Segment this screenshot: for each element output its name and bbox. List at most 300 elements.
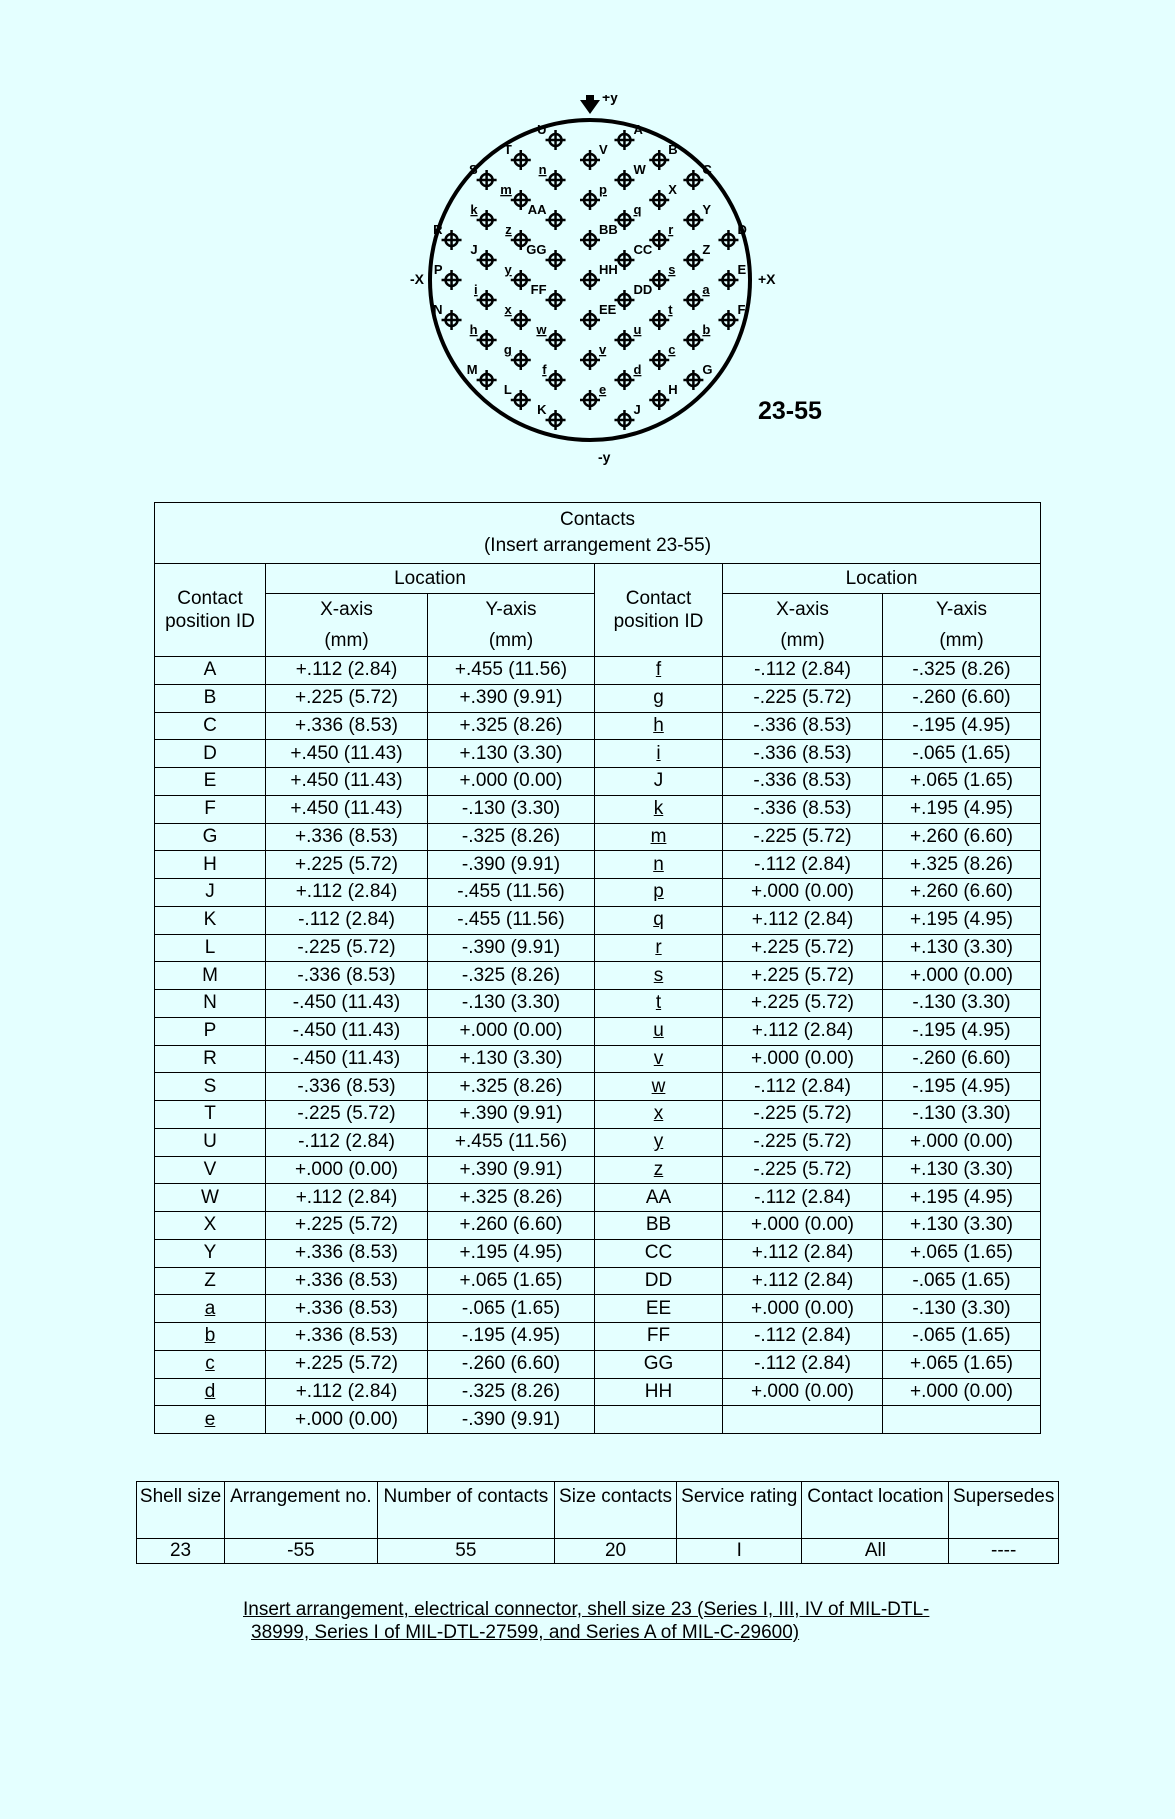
x-location-cell: +.000 (0.00) bbox=[723, 1378, 883, 1406]
contact-label: B bbox=[668, 142, 678, 157]
y-location-cell: +.455 (11.56) bbox=[428, 1128, 595, 1156]
x-location-cell: +.225 (5.72) bbox=[723, 934, 883, 962]
contact-id-cell: y bbox=[595, 1128, 723, 1156]
contact-g bbox=[504, 342, 531, 370]
contact-V bbox=[580, 142, 608, 170]
contact-id-cell: U bbox=[155, 1128, 266, 1156]
contact-p bbox=[580, 182, 607, 210]
summary-value-row bbox=[137, 1539, 1059, 1564]
contact-label: BB bbox=[599, 222, 618, 237]
table-row bbox=[155, 1017, 1041, 1045]
summary-header-cell: Size contacts bbox=[555, 1482, 677, 1539]
arrangement-label: 23-55 bbox=[758, 397, 822, 425]
contact-FF bbox=[531, 282, 566, 310]
y-location-cell: +.390 (9.91) bbox=[428, 1101, 595, 1129]
contact-id-cell: u bbox=[595, 1017, 723, 1045]
summary-header-cell: Shell size bbox=[137, 1482, 225, 1539]
x-location-cell: +.112 (2.84) bbox=[723, 1017, 883, 1045]
y-location-cell: -.195 (4.95) bbox=[883, 1073, 1041, 1101]
y-location-cell: +.325 (8.26) bbox=[428, 1184, 595, 1212]
contact-label: V bbox=[599, 142, 608, 157]
contact-i bbox=[474, 282, 497, 310]
summary-header-row bbox=[137, 1482, 1059, 1539]
contact-id-cell: M bbox=[155, 962, 266, 990]
contact-label: s bbox=[668, 262, 676, 277]
summary-header-cell: Supersedes bbox=[949, 1482, 1059, 1539]
y-location-cell: -.260 (6.60) bbox=[428, 1350, 595, 1378]
y-location-cell: +.260 (6.60) bbox=[428, 1212, 595, 1240]
y-location-cell: +.000 (0.00) bbox=[428, 768, 595, 796]
contact-label: q bbox=[633, 202, 642, 217]
x-location-cell: +.112 (2.84) bbox=[266, 657, 428, 685]
contact-id-cell: K bbox=[155, 906, 266, 934]
contact-label: M bbox=[466, 362, 478, 377]
table-row bbox=[155, 934, 1041, 962]
y-location-cell: +.065 (1.65) bbox=[883, 1239, 1041, 1267]
contact-r bbox=[649, 222, 673, 250]
x-location-cell: -.225 (5.72) bbox=[723, 1101, 883, 1129]
contact-id-cell: P bbox=[155, 1017, 266, 1045]
x-location-cell: -.336 (8.53) bbox=[266, 962, 428, 990]
contact-id-cell: C bbox=[155, 712, 266, 740]
table-row bbox=[155, 962, 1041, 990]
y-location-cell: -.130 (3.30) bbox=[883, 990, 1041, 1018]
contact-id-cell: BB bbox=[595, 1212, 723, 1240]
contact-Y bbox=[683, 202, 711, 230]
contact-L bbox=[504, 382, 531, 410]
x-location-cell: +.112 (2.84) bbox=[266, 1184, 428, 1212]
x-location-cell: +.225 (5.72) bbox=[266, 684, 428, 712]
contact-id-cell: p bbox=[595, 879, 723, 907]
axis-label-minus-x: -X bbox=[410, 271, 424, 287]
contact-n bbox=[539, 162, 566, 190]
table-row bbox=[155, 990, 1041, 1018]
y-location-cell: +.195 (4.95) bbox=[428, 1239, 595, 1267]
summary-value-cell: I bbox=[677, 1539, 802, 1564]
header-contact-id-right: Contact position ID bbox=[595, 564, 723, 657]
contact-BB bbox=[580, 222, 618, 250]
summary-value-cell: 20 bbox=[555, 1539, 677, 1564]
y-location-cell: -.325 (8.26) bbox=[428, 1378, 595, 1406]
y-location-cell: +.130 (3.30) bbox=[883, 1156, 1041, 1184]
y-location-cell: +.065 (1.65) bbox=[428, 1267, 595, 1295]
y-location-cell: -.065 (1.65) bbox=[883, 1323, 1041, 1351]
contact-id-cell: n bbox=[595, 851, 723, 879]
contact-id-cell: g bbox=[595, 684, 723, 712]
y-location-cell: +.325 (8.26) bbox=[428, 1073, 595, 1101]
contact-x bbox=[505, 302, 531, 330]
contact-id-cell: r bbox=[595, 934, 723, 962]
summary-header-cell: Arrangement no. bbox=[225, 1482, 378, 1539]
table-row bbox=[155, 1295, 1041, 1323]
x-location-cell: -.336 (8.53) bbox=[723, 740, 883, 768]
contact-T bbox=[504, 142, 531, 170]
contact-id-cell: Z bbox=[155, 1267, 266, 1295]
contact-H bbox=[649, 382, 677, 410]
contact-label: a bbox=[702, 282, 710, 297]
contact-id-cell: J bbox=[595, 768, 723, 796]
contact-label: FF bbox=[530, 282, 547, 297]
table-row bbox=[155, 657, 1041, 685]
contact-id-cell: A bbox=[155, 657, 266, 685]
table-row bbox=[155, 795, 1041, 823]
contact-label: y bbox=[504, 262, 512, 277]
x-location-cell: +.336 (8.53) bbox=[266, 1323, 428, 1351]
y-location-cell: +.130 (3.30) bbox=[883, 934, 1041, 962]
contact-label: z bbox=[505, 222, 512, 237]
x-location-cell: +.112 (2.84) bbox=[723, 906, 883, 934]
table-row bbox=[155, 1378, 1041, 1406]
contact-id-cell: J bbox=[155, 879, 266, 907]
y-location-cell: +.000 (0.00) bbox=[883, 1378, 1041, 1406]
contact-t bbox=[649, 302, 673, 330]
header-unit: (mm) bbox=[723, 625, 883, 657]
contact-id-cell: D bbox=[155, 740, 266, 768]
contact-K bbox=[537, 402, 565, 430]
header-unit: (mm) bbox=[428, 625, 595, 657]
contact-label: G bbox=[702, 362, 713, 377]
table-row bbox=[155, 1101, 1041, 1129]
x-location-cell: +.112 (2.84) bbox=[723, 1239, 883, 1267]
y-location-cell: +.130 (3.30) bbox=[428, 1045, 595, 1073]
y-location-cell: +.390 (9.91) bbox=[428, 1156, 595, 1184]
table-row bbox=[155, 740, 1041, 768]
contact-w bbox=[535, 322, 565, 350]
header-unit: (mm) bbox=[883, 625, 1041, 657]
y-location-cell: +.195 (4.95) bbox=[883, 795, 1041, 823]
contact-id-cell: B bbox=[155, 684, 266, 712]
table-row bbox=[155, 1184, 1041, 1212]
contact-label: D bbox=[737, 222, 747, 237]
contact-label: R bbox=[433, 222, 443, 237]
y-location-cell: -.325 (8.26) bbox=[883, 657, 1041, 685]
contact-label: d bbox=[633, 362, 642, 377]
contact-AA bbox=[528, 202, 566, 230]
contact-label: x bbox=[504, 302, 512, 317]
contact-label: u bbox=[633, 322, 642, 337]
x-location-cell: +.000 (0.00) bbox=[266, 1406, 428, 1434]
x-location-cell: +.336 (8.53) bbox=[266, 712, 428, 740]
contact-id-cell: AA bbox=[595, 1184, 723, 1212]
contact-id-cell: a bbox=[155, 1295, 266, 1323]
contact-id-cell: q bbox=[595, 906, 723, 934]
table-row bbox=[155, 712, 1041, 740]
summary-header-cell: Number of contacts bbox=[377, 1482, 554, 1539]
x-location-cell: -.112 (2.84) bbox=[723, 657, 883, 685]
x-location-cell: -.450 (11.43) bbox=[266, 1045, 428, 1073]
contact-id-cell: H bbox=[155, 851, 266, 879]
y-location-cell: +.000 (0.00) bbox=[883, 962, 1041, 990]
contact-label: A bbox=[633, 122, 643, 137]
figure-caption bbox=[243, 1598, 963, 1644]
y-location-cell: -.065 (1.65) bbox=[883, 740, 1041, 768]
table-row bbox=[155, 1267, 1041, 1295]
contact-label: Y bbox=[702, 202, 712, 217]
table-row bbox=[155, 1239, 1041, 1267]
table-row bbox=[155, 768, 1041, 796]
contact-id-cell: L bbox=[155, 934, 266, 962]
contact-J bbox=[614, 402, 640, 430]
x-location-cell: +.225 (5.72) bbox=[266, 851, 428, 879]
contacts-table-title bbox=[155, 503, 1041, 564]
contact-label: m bbox=[500, 182, 512, 197]
summary-value-cell: All bbox=[802, 1539, 949, 1564]
header-location-right: Location bbox=[723, 564, 1041, 594]
contact-id-cell: T bbox=[155, 1101, 266, 1129]
contact-DD bbox=[614, 282, 652, 310]
table-row bbox=[155, 1128, 1041, 1156]
contacts-table bbox=[154, 502, 1041, 1434]
contact-label: w bbox=[536, 322, 547, 337]
contact-label: J bbox=[470, 242, 478, 257]
x-location-cell: -.225 (5.72) bbox=[723, 1156, 883, 1184]
contact-R bbox=[433, 222, 461, 250]
header-x-axis-right: X-axis bbox=[723, 594, 883, 626]
summary-value-cell: 55 bbox=[377, 1539, 554, 1564]
contact-label: f bbox=[542, 362, 547, 377]
x-location-cell: -.450 (11.43) bbox=[266, 990, 428, 1018]
contact-C bbox=[683, 162, 712, 190]
contact-id-cell: h bbox=[595, 712, 723, 740]
contact-label: L bbox=[503, 382, 512, 397]
y-location-cell: -.455 (11.56) bbox=[428, 879, 595, 907]
contact-id-cell: z bbox=[595, 1156, 723, 1184]
y-location-cell: -.260 (6.60) bbox=[883, 684, 1041, 712]
contact-a bbox=[683, 282, 710, 310]
contact-label: Z bbox=[702, 242, 711, 257]
table-row bbox=[155, 1156, 1041, 1184]
header-y-axis-left: Y-axis bbox=[428, 594, 595, 626]
x-location-cell: +.336 (8.53) bbox=[266, 1295, 428, 1323]
caption-line-2: 38999, Series I of MIL-DTL-27599, and Series A of MIL-C-29600) bbox=[251, 1622, 800, 1643]
x-location-cell: -.112 (2.84) bbox=[723, 1350, 883, 1378]
contact-id-cell: R bbox=[155, 1045, 266, 1073]
caption-line-1: Insert arrangement, electrical connector, shell size 23 (Series I, III, IV of MIL-DTL- bbox=[243, 1599, 930, 1620]
y-location-cell: -.195 (4.95) bbox=[883, 1017, 1041, 1045]
y-location-cell: +.130 (3.30) bbox=[428, 740, 595, 768]
y-location-cell: -.195 (4.95) bbox=[428, 1323, 595, 1351]
table-row bbox=[155, 1406, 1041, 1434]
x-location-cell: -.225 (5.72) bbox=[723, 684, 883, 712]
contact-k bbox=[470, 202, 496, 230]
contacts-table-body bbox=[155, 657, 1041, 1434]
contact-id-cell: X bbox=[155, 1212, 266, 1240]
contact-label: T bbox=[503, 142, 512, 157]
contact-S bbox=[469, 162, 497, 190]
x-location-cell: -.336 (8.53) bbox=[723, 712, 883, 740]
table-row bbox=[155, 1073, 1041, 1101]
contact-EE bbox=[580, 302, 617, 330]
contact-e bbox=[580, 382, 606, 410]
contact-id-cell: DD bbox=[595, 1267, 723, 1295]
contact-label: AA bbox=[527, 202, 547, 217]
contact-id-cell: V bbox=[155, 1156, 266, 1184]
contact-label: CC bbox=[633, 242, 653, 257]
y-location-cell: +.195 (4.95) bbox=[883, 906, 1041, 934]
x-location-cell: +.000 (0.00) bbox=[723, 1045, 883, 1073]
x-location-cell: -.112 (2.84) bbox=[266, 906, 428, 934]
x-location-cell: -.112 (2.84) bbox=[723, 851, 883, 879]
contact-label: N bbox=[433, 302, 443, 317]
contact-J bbox=[470, 242, 496, 270]
contact-v bbox=[580, 342, 607, 370]
contact-label: g bbox=[503, 342, 512, 357]
y-location-cell: -.065 (1.65) bbox=[428, 1295, 595, 1323]
contact-id-cell: t bbox=[595, 990, 723, 1018]
x-location-cell: +.225 (5.72) bbox=[723, 962, 883, 990]
x-location-cell: +.225 (5.72) bbox=[723, 990, 883, 1018]
y-location-cell: +.000 (0.00) bbox=[428, 1017, 595, 1045]
contact-label: E bbox=[737, 262, 747, 277]
contact-id-cell: E bbox=[155, 768, 266, 796]
x-location-cell bbox=[723, 1406, 883, 1434]
axis-label-plus-y: +y bbox=[602, 95, 618, 105]
contact-P bbox=[434, 262, 462, 290]
contact-h bbox=[470, 322, 497, 350]
y-location-cell: -.325 (8.26) bbox=[428, 962, 595, 990]
key-arrow-icon bbox=[580, 100, 600, 114]
x-location-cell: +.225 (5.72) bbox=[266, 1212, 428, 1240]
contact-CC bbox=[614, 242, 652, 270]
table-title: Contacts bbox=[560, 509, 635, 530]
contact-label: F bbox=[737, 302, 746, 317]
contact-id-cell: GG bbox=[595, 1350, 723, 1378]
contact-b bbox=[683, 322, 710, 350]
y-location-cell: +.325 (8.26) bbox=[428, 712, 595, 740]
contact-id-cell: Y bbox=[155, 1239, 266, 1267]
contact-label: i bbox=[473, 282, 478, 297]
y-location-cell: -.390 (9.91) bbox=[428, 851, 595, 879]
y-location-cell: -.195 (4.95) bbox=[883, 712, 1041, 740]
contact-id-cell: m bbox=[595, 823, 723, 851]
y-location-cell: +.260 (6.60) bbox=[883, 879, 1041, 907]
x-location-cell: +.450 (11.43) bbox=[266, 740, 428, 768]
contact-label: S bbox=[468, 162, 478, 177]
contact-d bbox=[614, 362, 641, 390]
contact-u bbox=[614, 322, 641, 350]
contact-label: C bbox=[702, 162, 712, 177]
y-location-cell: +.455 (11.56) bbox=[428, 657, 595, 685]
header-unit: (mm) bbox=[266, 625, 428, 657]
summary-value-cell: -55 bbox=[225, 1539, 378, 1564]
table-row bbox=[155, 1350, 1041, 1378]
y-location-cell: +.065 (1.65) bbox=[883, 1350, 1041, 1378]
contact-q bbox=[614, 202, 641, 230]
table-row bbox=[155, 1212, 1041, 1240]
summary-value-cell: 23 bbox=[137, 1539, 225, 1564]
contact-label: c bbox=[668, 342, 676, 357]
contact-id-cell: FF bbox=[595, 1323, 723, 1351]
x-location-cell: +.336 (8.53) bbox=[266, 1239, 428, 1267]
contact-id-cell: w bbox=[595, 1073, 723, 1101]
contact-id-cell: CC bbox=[595, 1239, 723, 1267]
contact-label: b bbox=[702, 322, 711, 337]
contact-id-cell: W bbox=[155, 1184, 266, 1212]
contact-label: h bbox=[469, 322, 478, 337]
table-row bbox=[155, 1045, 1041, 1073]
table-row bbox=[155, 823, 1041, 851]
contact-label: DD bbox=[633, 282, 653, 297]
contact-id-cell: S bbox=[155, 1073, 266, 1101]
contact-label: r bbox=[668, 222, 674, 237]
contact-label: J bbox=[633, 402, 641, 417]
y-location-cell: -.390 (9.91) bbox=[428, 934, 595, 962]
summary-header-cell: Contact location bbox=[802, 1482, 949, 1539]
header-y-axis-right: Y-axis bbox=[883, 594, 1041, 626]
contact-f bbox=[542, 362, 565, 390]
contact-label: X bbox=[668, 182, 677, 197]
y-location-cell: -.130 (3.30) bbox=[883, 1101, 1041, 1129]
x-location-cell: -.225 (5.72) bbox=[723, 823, 883, 851]
contact-E bbox=[718, 262, 746, 290]
axis-label-minus-y: -y bbox=[598, 449, 611, 465]
x-location-cell: -.225 (5.72) bbox=[723, 1128, 883, 1156]
contact-id-cell: i bbox=[595, 740, 723, 768]
contact-label: U bbox=[537, 122, 547, 137]
table-subtitle: (Insert arrangement 23-55) bbox=[483, 535, 712, 556]
contact-id-cell: k bbox=[595, 795, 723, 823]
y-location-cell: +.065 (1.65) bbox=[883, 768, 1041, 796]
contact-W bbox=[614, 162, 646, 190]
y-location-cell: -.325 (8.26) bbox=[428, 823, 595, 851]
x-location-cell: +.112 (2.84) bbox=[723, 1267, 883, 1295]
y-location-cell: -.065 (1.65) bbox=[883, 1267, 1041, 1295]
summary-table bbox=[136, 1481, 1059, 1564]
y-location-cell: -.390 (9.91) bbox=[428, 1406, 595, 1434]
x-location-cell: +.112 (2.84) bbox=[266, 879, 428, 907]
x-location-cell: -.112 (2.84) bbox=[723, 1323, 883, 1351]
contact-id-cell: EE bbox=[595, 1295, 723, 1323]
table-row bbox=[155, 684, 1041, 712]
contact-label: e bbox=[599, 382, 607, 397]
contact-id-cell: f bbox=[595, 657, 723, 685]
x-location-cell: -.112 (2.84) bbox=[723, 1073, 883, 1101]
table-row bbox=[155, 851, 1041, 879]
contact-id-cell: b bbox=[155, 1323, 266, 1351]
y-location-cell: -.130 (3.30) bbox=[883, 1295, 1041, 1323]
contact-id-cell: G bbox=[155, 823, 266, 851]
x-location-cell: -.336 (8.53) bbox=[723, 795, 883, 823]
x-location-cell: +.450 (11.43) bbox=[266, 795, 428, 823]
summary-value-cell: ---- bbox=[949, 1539, 1059, 1564]
y-location-cell: +.130 (3.30) bbox=[883, 1212, 1041, 1240]
x-location-cell: -.225 (5.72) bbox=[266, 1101, 428, 1129]
y-location-cell: +.390 (9.91) bbox=[428, 684, 595, 712]
contact-label: t bbox=[668, 302, 673, 317]
contact-s bbox=[649, 262, 675, 290]
contact-label: P bbox=[433, 262, 443, 277]
y-location-cell: -.130 (3.30) bbox=[428, 990, 595, 1018]
x-location-cell: -.225 (5.72) bbox=[266, 934, 428, 962]
table-row bbox=[155, 1323, 1041, 1351]
contact-id-cell: x bbox=[595, 1101, 723, 1129]
contact-Z bbox=[683, 242, 710, 270]
x-location-cell: -.112 (2.84) bbox=[723, 1184, 883, 1212]
contact-HH bbox=[580, 262, 618, 290]
contact-id-cell: e bbox=[155, 1406, 266, 1434]
contact-y bbox=[505, 262, 531, 290]
x-location-cell: +.450 (11.43) bbox=[266, 768, 428, 796]
header-location-left: Location bbox=[266, 564, 595, 594]
contact-label: v bbox=[599, 342, 607, 357]
contact-label: H bbox=[668, 382, 678, 397]
contact-id-cell: s bbox=[595, 962, 723, 990]
y-location-cell: -.455 (11.56) bbox=[428, 906, 595, 934]
header-x-axis-left: X-axis bbox=[266, 594, 428, 626]
y-location-cell: +.195 (4.95) bbox=[883, 1184, 1041, 1212]
x-location-cell: -.112 (2.84) bbox=[266, 1128, 428, 1156]
contact-label: GG bbox=[526, 242, 547, 257]
